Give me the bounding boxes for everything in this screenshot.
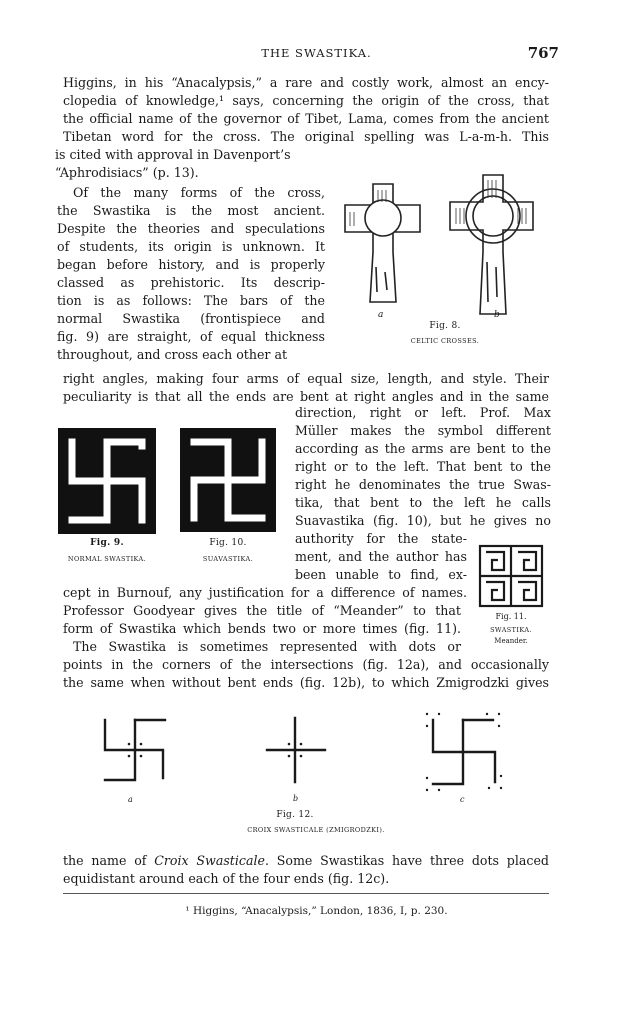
para1-line: Tibetan word for the cross. The original spelling was L-a-m-h. This: [63, 129, 549, 144]
para1-line: clopedia of knowledge,¹ says, concerning the origin of the cross, that: [63, 93, 549, 108]
para4-italic-term: Croix Swasticale: [154, 853, 265, 868]
para1-line: Higgins, in his “Anacalypsis,” a rare and costly work, almost an ency-: [63, 75, 549, 90]
para2-line: began before history, and is properly: [57, 257, 325, 272]
para3-line: points in the corners of the intersections (fig. 12a), and occasionally: [63, 657, 549, 672]
fig10-suavastika-illustration: [180, 428, 276, 532]
footnote-rule: [63, 893, 549, 894]
fig10-caption: SUAVASTIKA.: [202, 555, 254, 563]
para4-text: . Some Swastikas have three dots placed: [264, 853, 549, 868]
fig9-normal-swastika-illustration: [58, 428, 156, 534]
fig12-caption: CROIX SWASTICALE (ZMIGRODZKI).: [247, 826, 385, 834]
para2-line: authority for the state-: [295, 531, 467, 546]
para2-line: of students, its origin is unknown. It: [57, 239, 325, 254]
footnote: ¹ Higgins, “Anacalypsis,” London, 1836, I, p. 230.: [185, 905, 448, 917]
para2-line: direction, right or left. Prof. Max: [295, 405, 551, 420]
fig8-label-b: b: [494, 310, 500, 320]
para2-line: tika, that bent to the left he calls: [295, 495, 551, 510]
para4-line: equidistant around each of the four ends (fig. 12c).: [63, 871, 390, 886]
fig12-label-b: b: [293, 794, 299, 803]
fig11-number: Fig. 11.: [495, 612, 527, 621]
para2-line: been unable to find, ex-: [295, 567, 467, 582]
para1-line: the official name of the governor of Tibet, Lama, comes from the ancient: [63, 111, 549, 126]
para2-line: cept in Burnouf, any justification for a difference of names.: [63, 585, 467, 600]
fig8-label-a: a: [378, 310, 384, 320]
para4-line-1: [63, 852, 549, 870]
para1-line: is cited with approval in Davenport’s: [55, 147, 291, 162]
para2-line: according as the arms are bent to the: [295, 441, 551, 456]
fig8-celtic-crosses-illustration: [340, 172, 550, 322]
fig11-caption: SWASTIKA.: [490, 626, 532, 634]
para2-line: throughout, and cross each other at: [57, 347, 288, 362]
fig12-number: Fig. 12.: [276, 810, 314, 820]
running-head: THE SWASTIKA.: [261, 46, 372, 60]
fig12-label-a: a: [128, 795, 133, 804]
para2-line: fig. 9) are straight, of equal thickness: [57, 329, 325, 344]
para2-line: classed as prehistoric. Its descrip-: [57, 275, 325, 290]
fig12-label-c: c: [460, 795, 465, 804]
para2-line: Professor Goodyear gives the title of “Meander” to that: [63, 603, 461, 618]
para4-text: the name of: [63, 853, 155, 868]
para2-line: right he denominates the true Swas-: [295, 477, 551, 492]
para1-line: “Aphrodisiacs” (p. 13).: [55, 165, 199, 180]
para2-line: ment, and the author has: [295, 549, 467, 564]
para2-line: right angles, making four arms of equal size, length, and style. Their: [63, 371, 549, 386]
fig9-number: Fig. 9.: [90, 538, 124, 548]
para3-line: The Swastika is sometimes represented with dots or: [73, 639, 461, 654]
para2-line: Suavastika (fig. 10), but he gives no: [295, 513, 551, 528]
fig11-subcaption: Meander.: [494, 637, 528, 645]
fig8-caption: CELTIC CROSSES.: [410, 337, 480, 345]
fig10-number: Fig. 10.: [209, 538, 247, 548]
para2-line: Of the many forms of the cross,: [73, 185, 325, 200]
fig12-croix-swasticale-illustration: [95, 706, 515, 800]
para2-line: right or to the left. That bent to the: [295, 459, 551, 474]
page-number: 767: [527, 44, 559, 62]
para2-line: peculiarity is that all the ends are bent at right angles and in the same: [63, 389, 549, 404]
fig9-caption: NORMAL SWASTIKA.: [67, 555, 147, 563]
para2-line: Müller makes the symbol different: [295, 423, 551, 438]
para2-line: tion is as follows: The bars of the: [57, 293, 325, 308]
para2-line: Despite the theories and speculations: [57, 221, 325, 236]
fig11-meander-swastika-illustration: [478, 544, 544, 608]
fig8-number: Fig. 8.: [429, 321, 461, 331]
para2-line: form of Swastika which bends two or more times (fig. 11).: [63, 621, 461, 636]
para2-line: normal Swastika (frontispiece and: [57, 311, 325, 326]
para2-line: the Swastika is the most ancient.: [57, 203, 325, 218]
para3-line: the same when without bent ends (fig. 12b), to which Zmigrodzki gives: [63, 675, 549, 690]
